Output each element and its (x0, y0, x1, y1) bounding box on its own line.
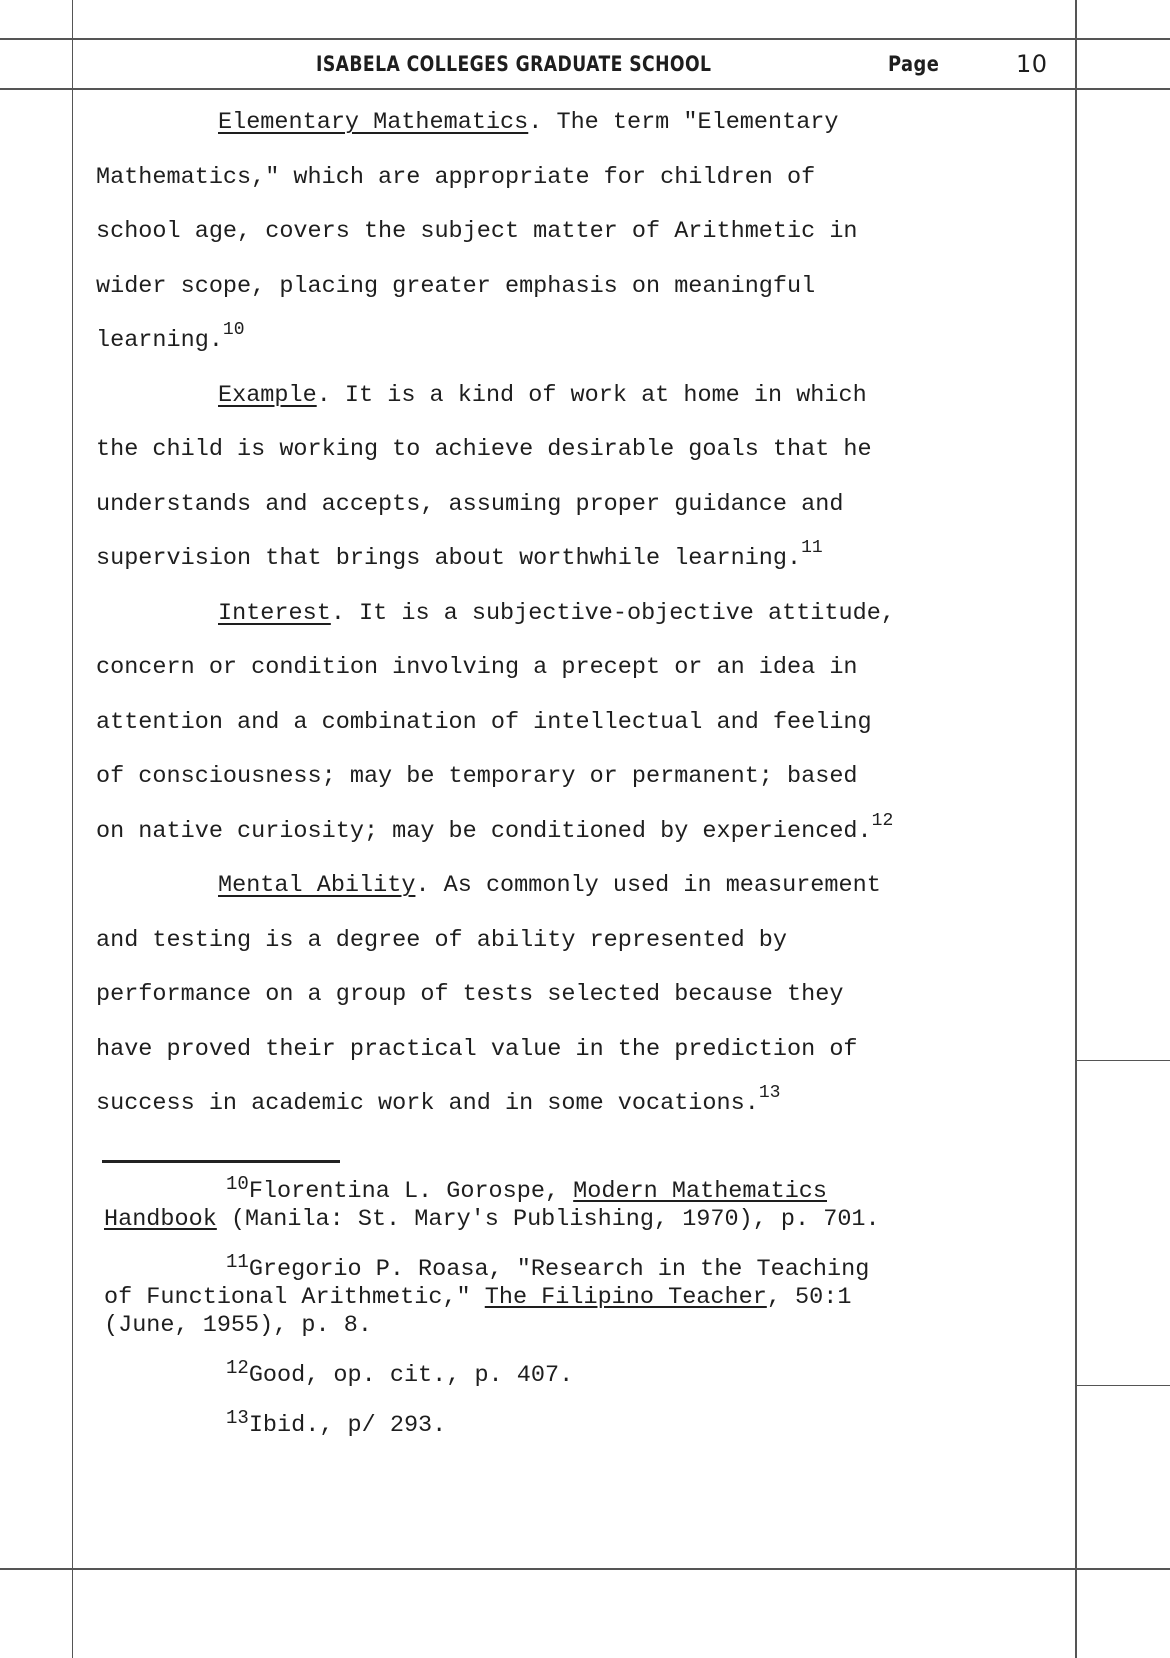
bottom-rule (0, 1568, 1170, 1570)
header-rule (0, 88, 1170, 90)
footnote-number: 10 (226, 1173, 249, 1195)
term-heading: Mental Ability (218, 872, 416, 899)
left-margin-rule (72, 0, 73, 1658)
term-heading: Example (218, 381, 317, 409)
paragraph-interest: Interest. It is a subjective-objective attitude, concern or condition involving a precept or an idea in attention and a combination of intellectual and feeling of consciousness; may be temporary or permanent; based on native curiosity; may be conditioned by experienced.$^{12}$ (96, 599, 895, 845)
page-number: 10 (1016, 50, 1048, 78)
paragraph-elementary-mathematics: Elementary Mathematics. The term "Elementary Mathematics," which are appropriate for children of school age, covers the subject matter of Arithmetic in wider scope, placing greater emphasis on meaningful learning.$^{10}$ (96, 109, 858, 354)
footnote-ref: 10 (222, 320, 245, 340)
footnote-ref: 12 (871, 810, 894, 831)
paragraph-mental-ability: Mental Ability. As commonly used in measurement and testing is a degree of ability represented by performance on a group of tests selected because they have proved their practical value in the prediction of success in academic work and in some vocations.$^{13}$ (96, 872, 881, 1117)
footnote-ref: 11 (801, 538, 823, 558)
right-tick-2 (1076, 1385, 1170, 1386)
footnote-number: 12 (226, 1357, 249, 1379)
body-text (96, 96, 1076, 1132)
term-heading: Interest (218, 599, 331, 627)
footnote-number: 13 (226, 1407, 249, 1429)
footnote-ref: 13 (758, 1083, 781, 1103)
footnote-10: $^{10}$Florentina L. Gorospe, Modern Mathematics Handbook (Manila: St. Mary's Publishing, 1970), p. 701. (104, 1173, 880, 1233)
right-tick-1 (1076, 1060, 1170, 1061)
footnotes (104, 1173, 1044, 1462)
term-heading: Elementary Mathematics (218, 109, 529, 136)
footnote-13: $^{13}$Ibid., p/ 293. (226, 1407, 447, 1439)
top-rule (0, 38, 1170, 40)
page-label: Page (888, 52, 940, 76)
footnote-separator (102, 1160, 340, 1163)
paragraph-example: Example. It is a kind of work at home in which the child is working to achieve desirable goals that he understands and accepts, assuming proper guidance and supervision that brings about worthwhile learning.$^{11}$ (96, 381, 872, 572)
footnote-11: $^{11}$Gregorio P. Roasa, "Research in the Teaching of Functional Arithmetic," The Filipino Teacher, 50:1 (June, 1955), p. 8. (104, 1251, 870, 1339)
footnote-12: $^{12}$Good, op. cit., p. 407. (226, 1357, 574, 1389)
school-name: ISABELA COLLEGES GRADUATE SCHOOL (316, 52, 712, 76)
footnote-number: 11 (226, 1251, 249, 1273)
page-header (316, 46, 1056, 86)
